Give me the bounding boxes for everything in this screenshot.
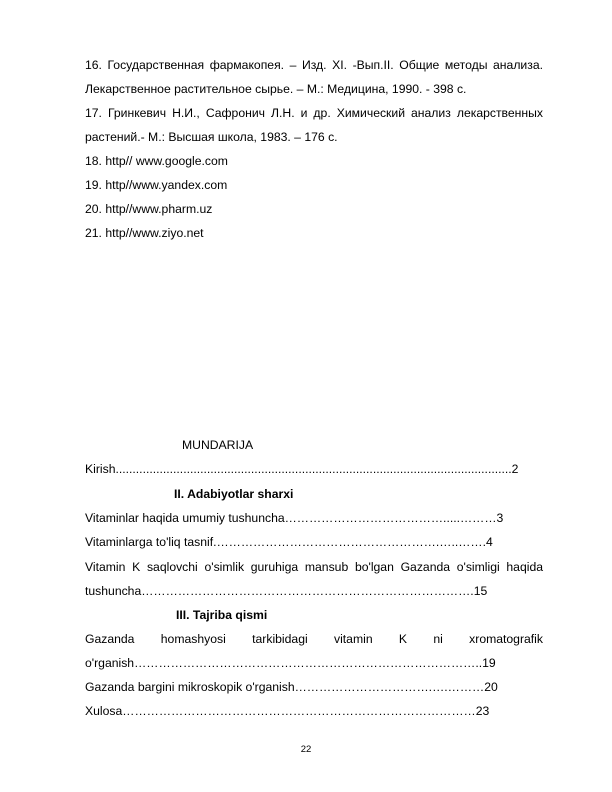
reference-21: 21. http//www.ziyo.net [85,226,204,240]
toc-item-vitamins-classification: Vitaminlarga to'liq tasnif.……………………………………………….…..…….4 [85,535,493,549]
toc-item-chromatography-line-2: o'rganish…………………………………………………………………………..19 [85,656,496,670]
toc-title: MUNDARIJA [182,438,254,452]
page-number: 22 [300,744,312,755]
reference-18: 18. http// www.google.com [85,154,228,168]
reference-16-line-2: Лекарственное растительное сырье. – М.: Медицина, 1990. - 398 с. [85,82,467,96]
toc-intro: Kirish.....................................................................................................................2 [85,462,519,476]
reference-20: 20. http//www.pharm.uz [85,202,213,216]
reference-17-line-1: 17. Гринкевич Н.И., Сафронич Л.Н. и др. Химический анализ лекарственных [85,106,543,120]
toc-item-vitamins-general: Vitaminlar haqida umumiy tushuncha………………………………….....………3 [85,511,504,525]
toc-item-microscopy: Gazanda bargini mikroskopik o'rganish…………………………….….………20 [85,680,498,694]
toc-section-literature-review: II. Adabiyotlar sharxi [174,487,294,501]
toc-item-gazanda-line-2: tushuncha……………………………………………………………………….15 [85,584,488,598]
toc-item-conclusion: Xulosa……………………………………………………………………………23 [85,704,490,718]
toc-section-experimental: III. Tajriba qismi [176,608,268,622]
reference-17-line-2: растений.- М.: Высшая школа, 1983. – 176 с. [85,130,338,144]
toc-item-chromatography-line-1: Gazanda homashyosi tarkibidagi vitamin K ni xromatografik [85,632,543,646]
reference-19: 19. http//www.yandex.com [85,178,228,192]
toc-item-gazanda-line-1: Vitamin K saqlovchi o'simlik guruhiga mansub bo'lgan Gazanda o'simligi haqida [85,560,543,574]
reference-16-line-1: 16. Государственная фармакопея. – Изд. XI. -Вып.II. Общие методы анализа. [85,58,543,72]
